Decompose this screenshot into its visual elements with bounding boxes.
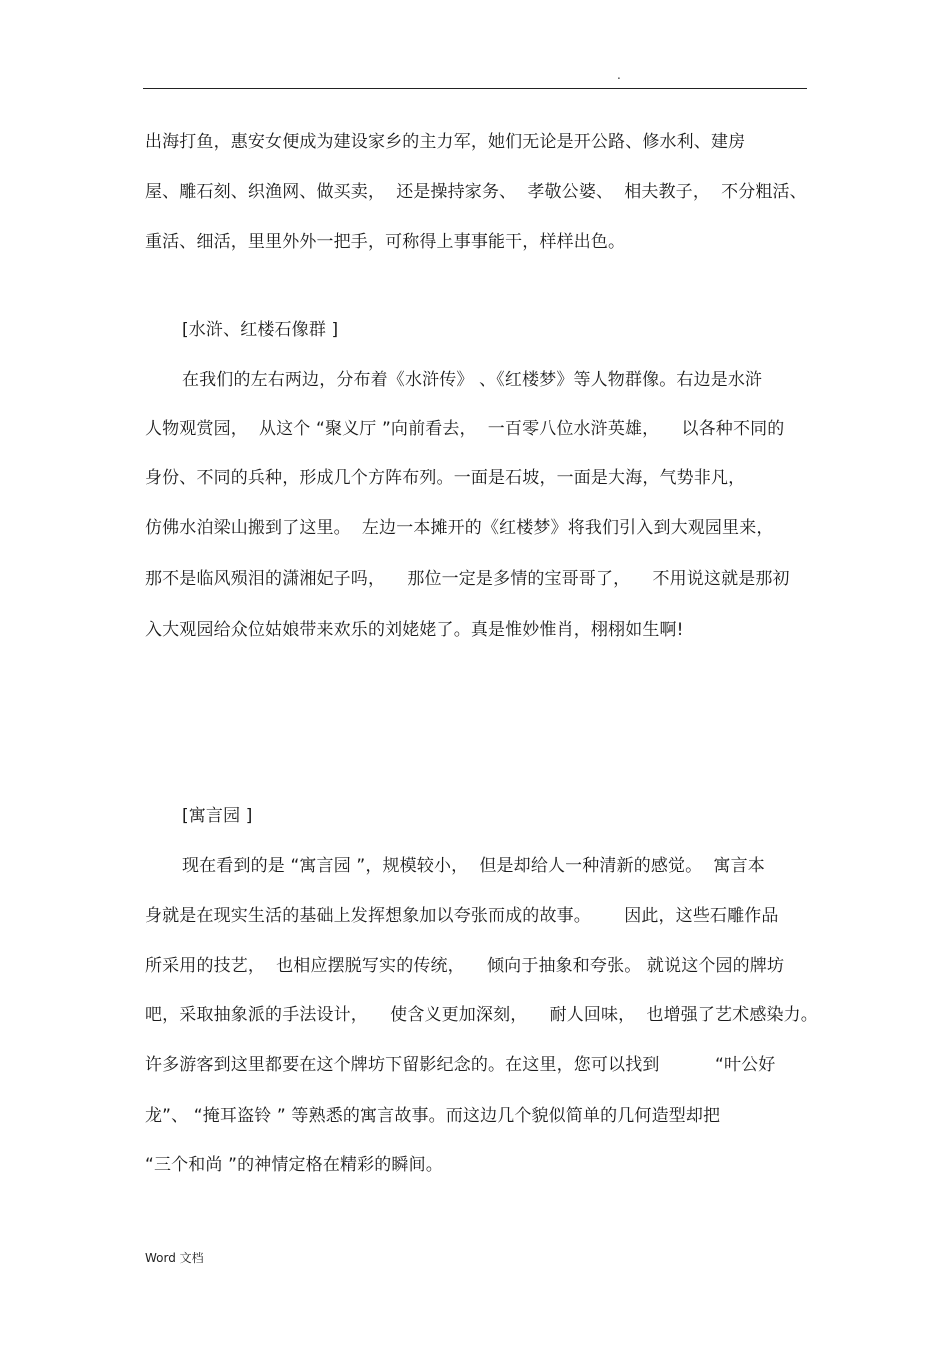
paragraph-line: 身就是在现实生活的基础上发挥想象加以夸张而成的故事。 因此，这些石雕作品 (145, 906, 779, 926)
paragraph-line: “三个和尚 ”的神情定格在精彩的瞬间。 (145, 1155, 443, 1175)
paragraph-line: 身份、不同的兵种，形成几个方阵布列。一面是石坡，一面是大海，气势非凡， (145, 468, 746, 488)
paragraph-line: 所采用的技艺， 也相应摆脱写实的传统， 倾向于抽象和夸张。 就说这个园的牌坊 (145, 956, 785, 976)
paragraph-line: 那不是临风殒泪的潇湘妃子吗， 那位一定是多情的宝哥哥了， 不用说这就是那初 (145, 569, 790, 589)
paragraph-line: 屋、雕石刻、织渔网、做买卖， 还是操持家务、 孝敬公婆、 相夫教子， 不分粗活、 (145, 182, 807, 202)
paragraph-line: 入大观园给众位姑娘带来欢乐的刘姥姥了。真是惟妙惟肖，栩栩如生啊! (145, 620, 684, 640)
header-mark: . (617, 68, 621, 82)
paragraph-line: 人物观赏园， 从这个 “聚义厅 ”向前看去， 一百零八位水浒英雄， 以各种不同的 (145, 419, 785, 439)
paragraph-line: 现在看到的是 “寓言园 ”，规模较小， 但是却给人一种清新的感觉。 寓言本 (182, 856, 765, 876)
paragraph-line: 龙”、 “掩耳盗铃 ” 等熟悉的寓言故事。而这边几个貌似简单的几何造型却把 (145, 1106, 721, 1126)
section-heading: [寓言园 ] (182, 806, 253, 826)
paragraph-line: 仿佛水泊梁山搬到了这里。 左边一本摊开的《红楼梦》将我们引入到大观园里来， (145, 518, 774, 538)
footer-label: Word 文档 (145, 1251, 204, 1265)
paragraph-line: 吧，采取抽象派的手法设计， 使含义更加深刻， 耐人回味， 也增强了艺术感染力。 (145, 1005, 818, 1025)
section-heading: [水浒、红楼石像群 ] (182, 320, 339, 340)
paragraph-line: 出海打鱼，惠安女便成为建设家乡的主力军，她们无论是开公路、修水利、建房 (145, 132, 746, 152)
paragraph-line: 在我们的左右两边，分布着《水浒传》 、《红楼梦》等人物群像。右边是水浒 (182, 370, 763, 390)
paragraph-line: 许多游客到这里都要在这个牌坊下留影纪念的。在这里，您可以找到 “叶公好 (145, 1055, 776, 1075)
header-rule (143, 88, 807, 89)
paragraph-line: 重活、细活，里里外外一把手，可称得上事事能干，样样出色。 (145, 232, 626, 252)
